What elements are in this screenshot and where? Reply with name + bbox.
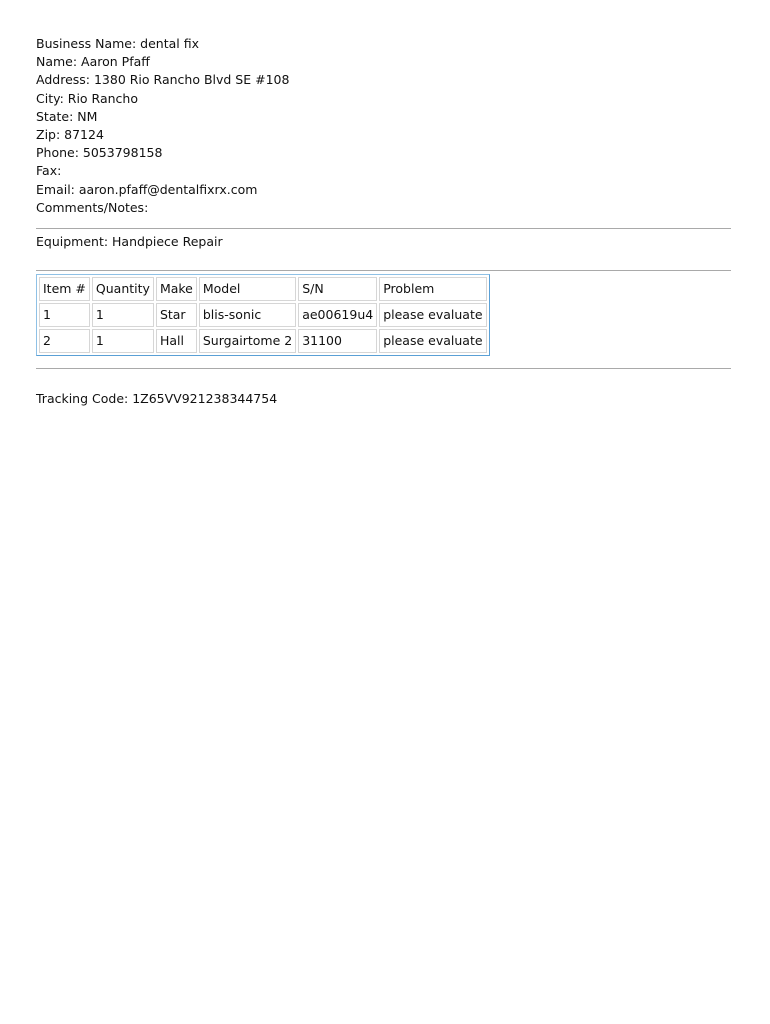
email: Email: aaron.pfaff@dentalfixrx.com — [36, 181, 258, 197]
contact-name: Name: Aaron Pfaff — [36, 54, 150, 70]
header-quantity: Quantity — [92, 277, 154, 301]
header-serial-number: S/N — [298, 277, 377, 301]
header-model: Model — [199, 277, 296, 301]
customer-info — [36, 35, 731, 217]
address: Address: 1380 Rio Rancho Blvd SE #108 — [36, 72, 290, 88]
cell-quantity: 1 — [92, 329, 154, 353]
cell-make: Hall — [156, 329, 197, 353]
state: State: NM — [36, 108, 98, 124]
items-table — [36, 274, 490, 356]
divider — [36, 270, 731, 271]
table-header-row — [39, 277, 487, 301]
cell-model: Surgairtome 2 — [199, 329, 296, 353]
cell-serial-number: 31100 — [298, 329, 377, 353]
header-problem: Problem — [379, 277, 486, 301]
tracking-code: Tracking Code: 1Z65VV921238344754 — [36, 390, 278, 406]
cell-problem: please evaluate — [379, 303, 486, 327]
cell-model: blis-sonic — [199, 303, 296, 327]
equipment-type: Equipment: Handpiece Repair — [36, 233, 223, 249]
header-make: Make — [156, 277, 197, 301]
cell-serial-number: ae00619u4 — [298, 303, 377, 327]
table-row — [39, 303, 487, 327]
divider — [36, 368, 731, 369]
zip: Zip: 87124 — [36, 126, 104, 142]
cell-problem: please evaluate — [379, 329, 486, 353]
cell-make: Star — [156, 303, 197, 327]
order-document — [36, 35, 731, 408]
business-name: Business Name: dental fix — [36, 36, 199, 51]
cell-item-number: 1 — [39, 303, 90, 327]
comments-notes: Comments/Notes: — [36, 199, 149, 215]
header-item-number: Item # — [39, 277, 90, 301]
divider — [36, 228, 731, 229]
cell-quantity: 1 — [92, 303, 154, 327]
table-row — [39, 329, 487, 353]
city: City: Rio Rancho — [36, 90, 138, 106]
cell-item-number: 2 — [39, 329, 90, 353]
phone: Phone: 5053798158 — [36, 145, 163, 161]
fax: Fax: — [36, 163, 62, 179]
